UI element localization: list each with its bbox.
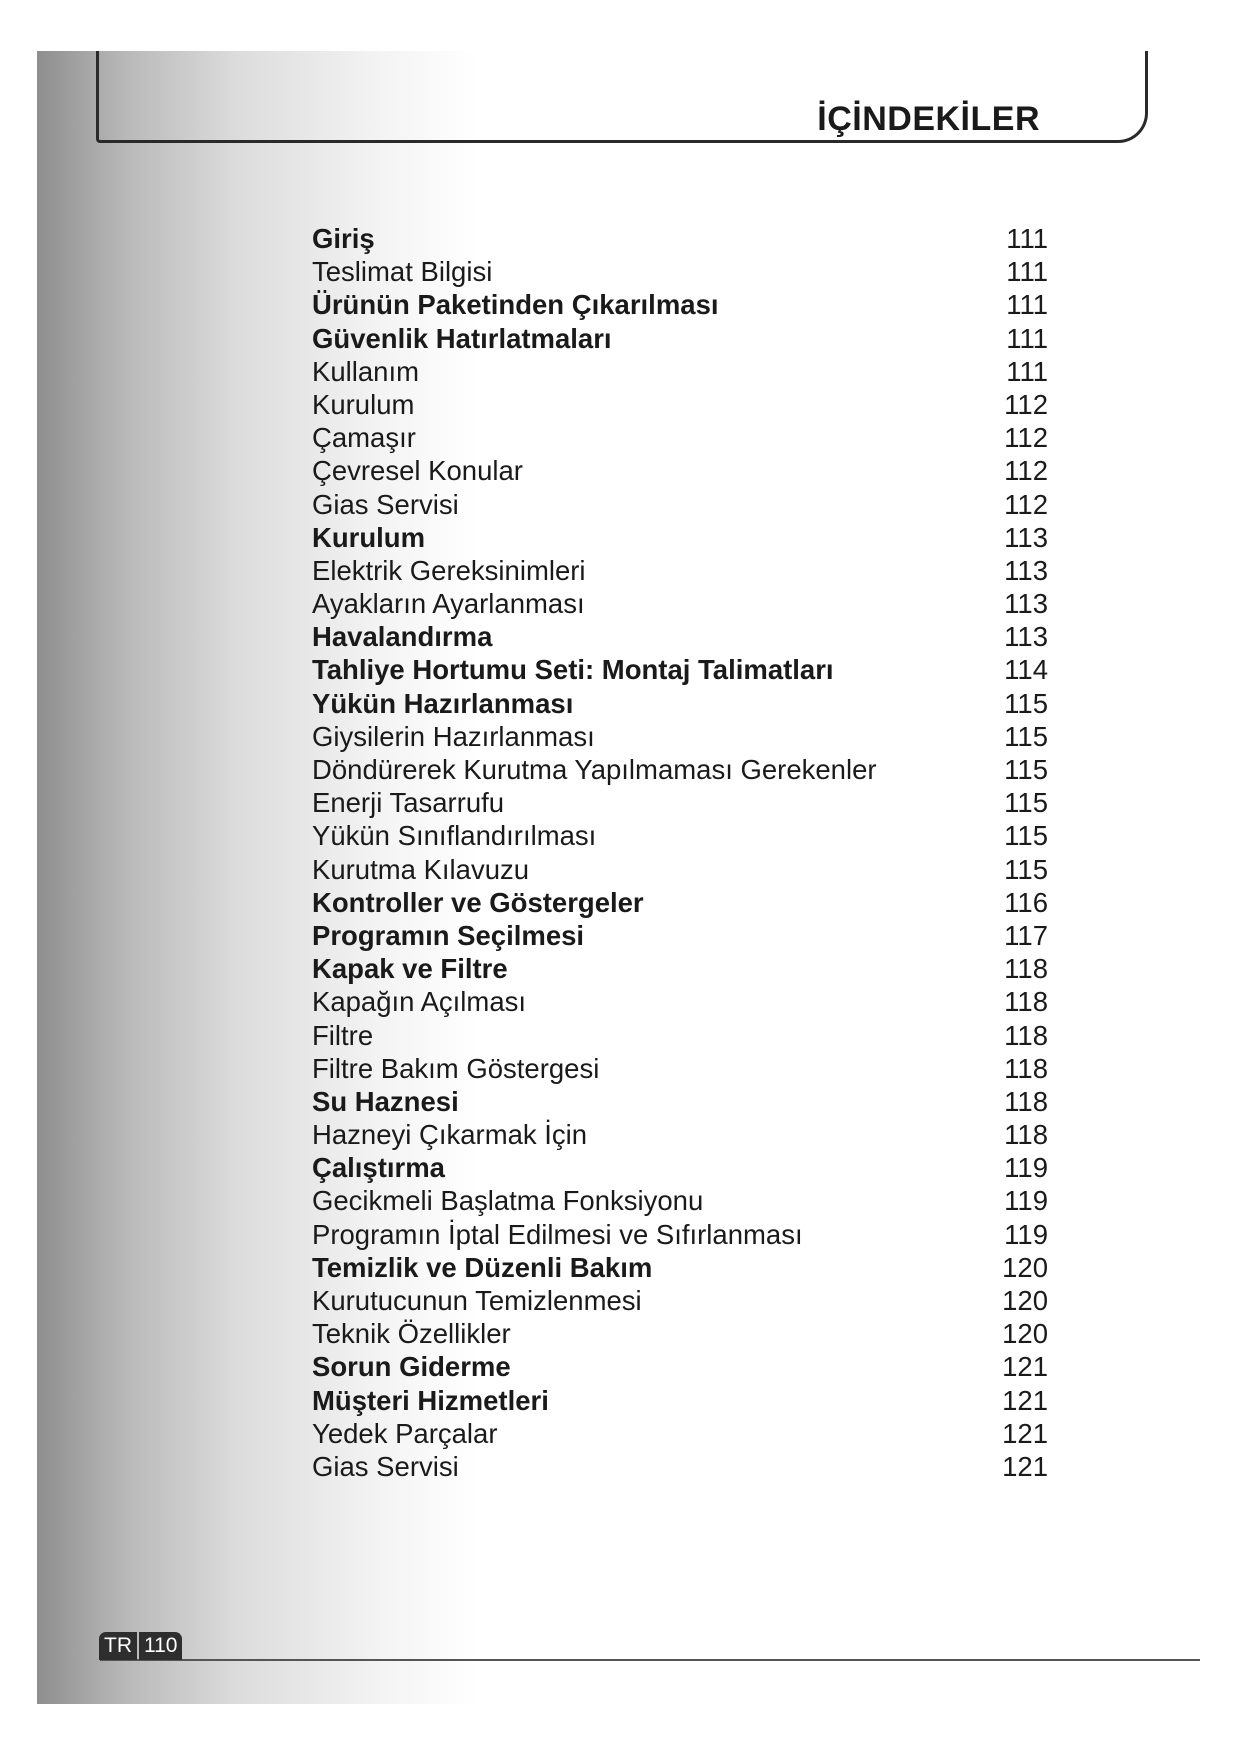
toc-entry-title: Güvenlik Hatırlatmaları (312, 322, 612, 354)
toc-entry[interactable] (312, 753, 1048, 786)
toc-entry[interactable] (312, 1384, 1048, 1417)
toc-entry-page: 115 (1004, 853, 1048, 885)
toc-entry-page: 119 (1004, 1152, 1048, 1184)
toc-entry-title: Giysilerin Hazırlanması (312, 720, 595, 752)
toc-entry-title: Kapak ve Filtre (312, 953, 508, 985)
toc-entry-title: Sorun Giderme (312, 1351, 511, 1383)
toc-entry-title: Enerji Tasarrufu (312, 787, 505, 819)
toc-entry-page: 112 (1004, 388, 1048, 420)
toc-entry-page: 115 (1004, 687, 1048, 719)
toc-entry-page: 111 (1006, 289, 1048, 321)
footer-divider (100, 1659, 1200, 1661)
toc-entry[interactable] (312, 322, 1048, 355)
toc-entry[interactable] (312, 985, 1048, 1018)
page-number: 110 (139, 1632, 182, 1660)
toc-entry-title: Programın Seçilmesi (312, 919, 585, 951)
toc-entry[interactable] (312, 355, 1048, 388)
toc-entry[interactable] (312, 288, 1048, 321)
toc-entry-title: Çevresel Konular (312, 455, 523, 487)
toc-entry-title: Çalıştırma (312, 1152, 445, 1184)
toc-entry-page: 121 (1002, 1351, 1048, 1383)
toc-entry-title: Kurulum (312, 388, 415, 420)
toc-entry[interactable] (312, 687, 1048, 720)
toc-entry-page: 120 (1002, 1285, 1048, 1316)
toc-entry[interactable] (312, 1350, 1048, 1383)
toc-entry-page: 118 (1004, 1019, 1048, 1051)
toc-entry-page: 121 (1002, 1384, 1048, 1416)
toc-entry-page: 115 (1004, 787, 1048, 819)
toc-entry-page: 120 (1002, 1251, 1048, 1283)
toc-entry[interactable] (312, 1251, 1048, 1284)
toc-entry-page: 115 (1004, 720, 1048, 752)
toc-entry-title: Havalandırma (312, 621, 493, 653)
toc-entry-page: 112 (1004, 422, 1048, 454)
toc-entry-page: 118 (1004, 1119, 1048, 1151)
language-label: TR (99, 1632, 137, 1660)
toc-entry[interactable] (312, 853, 1048, 886)
toc-entry[interactable] (312, 388, 1048, 421)
toc-entry-title: Teknik Özellikler (312, 1318, 511, 1350)
toc-entry-page: 111 (1006, 223, 1048, 254)
toc-entry-page: 115 (1004, 820, 1048, 852)
toc-entry-title: Çamaşır (312, 422, 416, 454)
toc-entry-page: 113 (1004, 521, 1048, 553)
toc-entry-title: Ayakların Ayarlanması (312, 588, 585, 620)
toc-entry-page: 119 (1004, 1185, 1048, 1217)
toc-entry[interactable] (312, 421, 1048, 454)
toc-entry[interactable] (312, 454, 1048, 487)
toc-entry[interactable] (312, 786, 1048, 819)
toc-entry-title: Kurulum (312, 521, 426, 553)
toc-entry-page: 116 (1004, 886, 1048, 918)
toc-entry[interactable] (312, 1151, 1048, 1184)
toc-entry-title: Yükün Sınıflandırılması (312, 820, 597, 852)
toc-entry-title: Tahliye Hortumu Seti: Montaj Talimatları (312, 654, 834, 686)
toc-entry[interactable] (312, 1085, 1048, 1118)
toc-entry-page: 113 (1004, 588, 1048, 620)
toc-entry[interactable] (312, 1218, 1048, 1251)
toc-entry-title: Temizlik ve Düzenli Bakım (312, 1251, 653, 1283)
toc-entry[interactable] (312, 620, 1048, 653)
toc-entry-title: Döndürerek Kurutma Yapılmaması Gerekenler (312, 754, 877, 785)
toc-entry[interactable] (312, 1450, 1048, 1483)
toc-entry[interactable] (312, 919, 1048, 952)
toc-entry-title: Ürünün Paketinden Çıkarılması (312, 289, 719, 321)
toc-entry[interactable] (312, 1184, 1048, 1217)
toc-entry-title: Gias Servisi (312, 488, 459, 520)
toc-entry-title: Elektrik Gereksinimleri (312, 554, 586, 586)
toc-entry-page: 118 (1004, 953, 1048, 985)
toc-entry-title: Programın İptal Edilmesi ve Sıfırlanması (312, 1218, 803, 1250)
toc-entry-title: Kurutucunun Temizlenmesi (312, 1285, 642, 1316)
toc-entry[interactable] (312, 521, 1048, 554)
toc-entry-page: 120 (1002, 1318, 1048, 1350)
toc-entry-title: Teslimat Bilgisi (312, 256, 493, 288)
toc-entry[interactable] (312, 1019, 1048, 1052)
toc-entry-title: Yükün Hazırlanması (312, 687, 574, 719)
toc-entry-page: 112 (1004, 455, 1048, 487)
toc-entry[interactable] (312, 554, 1048, 587)
toc-entry[interactable] (312, 1417, 1048, 1450)
page-footer (99, 1632, 182, 1660)
toc-entry-page: 118 (1004, 1052, 1048, 1084)
toc-entry-title: Su Haznesi (312, 1085, 459, 1117)
toc-entry[interactable] (312, 1284, 1048, 1317)
toc-entry[interactable] (312, 886, 1048, 919)
toc-entry-page: 111 (1006, 322, 1048, 354)
toc-entry-page: 119 (1004, 1218, 1048, 1250)
toc-entry[interactable] (312, 952, 1048, 985)
toc-entry[interactable] (312, 1317, 1048, 1350)
toc-entry-title: Giriş (312, 223, 375, 254)
toc-entry-title: Kurutma Kılavuzu (312, 853, 530, 885)
toc-entry[interactable] (312, 587, 1048, 620)
toc-entry[interactable] (312, 1052, 1048, 1085)
toc-entry-title: Hazneyi Çıkarmak İçin (312, 1119, 588, 1151)
toc-entry-page: 113 (1004, 621, 1048, 653)
toc-entry-page: 114 (1004, 654, 1048, 686)
toc-entry-page: 115 (1004, 754, 1048, 785)
toc-entry-page: 121 (1002, 1417, 1048, 1449)
toc-entry-title: Kapağın Açılması (312, 986, 527, 1018)
toc-entry-title: Müşteri Hizmetleri (312, 1384, 549, 1416)
toc-entry-title: Gecikmeli Başlatma Fonksiyonu (312, 1185, 704, 1217)
page-title: İÇİNDEKİLER (817, 100, 1040, 138)
toc-entry-title: Filtre Bakım Göstergesi (312, 1052, 600, 1084)
toc-entry-title: Kontroller ve Göstergeler (312, 886, 644, 918)
toc-entry-page: 118 (1004, 1085, 1048, 1117)
toc-entry-page: 111 (1006, 256, 1048, 288)
toc-entry-page: 112 (1004, 488, 1048, 520)
toc-entry[interactable] (312, 653, 1048, 686)
toc-entry-page: 111 (1006, 355, 1048, 387)
toc-entry[interactable] (312, 720, 1048, 753)
toc-entry[interactable] (312, 255, 1048, 288)
toc-entry-page: 117 (1004, 919, 1048, 951)
toc-entry-title: Yedek Parçalar (312, 1417, 498, 1449)
toc-entry[interactable] (312, 819, 1048, 852)
toc-entry-title: Kullanım (312, 355, 419, 387)
toc-entry[interactable] (312, 222, 1048, 255)
toc-entry-page: 118 (1004, 986, 1048, 1018)
table-of-contents (312, 222, 1048, 1483)
toc-entry-title: Gias Servisi (312, 1450, 459, 1482)
toc-entry-page: 113 (1004, 554, 1048, 586)
toc-entry-title: Filtre (312, 1019, 374, 1051)
toc-entry[interactable] (312, 1118, 1048, 1151)
toc-entry-page: 121 (1002, 1450, 1048, 1482)
toc-entry[interactable] (312, 488, 1048, 521)
